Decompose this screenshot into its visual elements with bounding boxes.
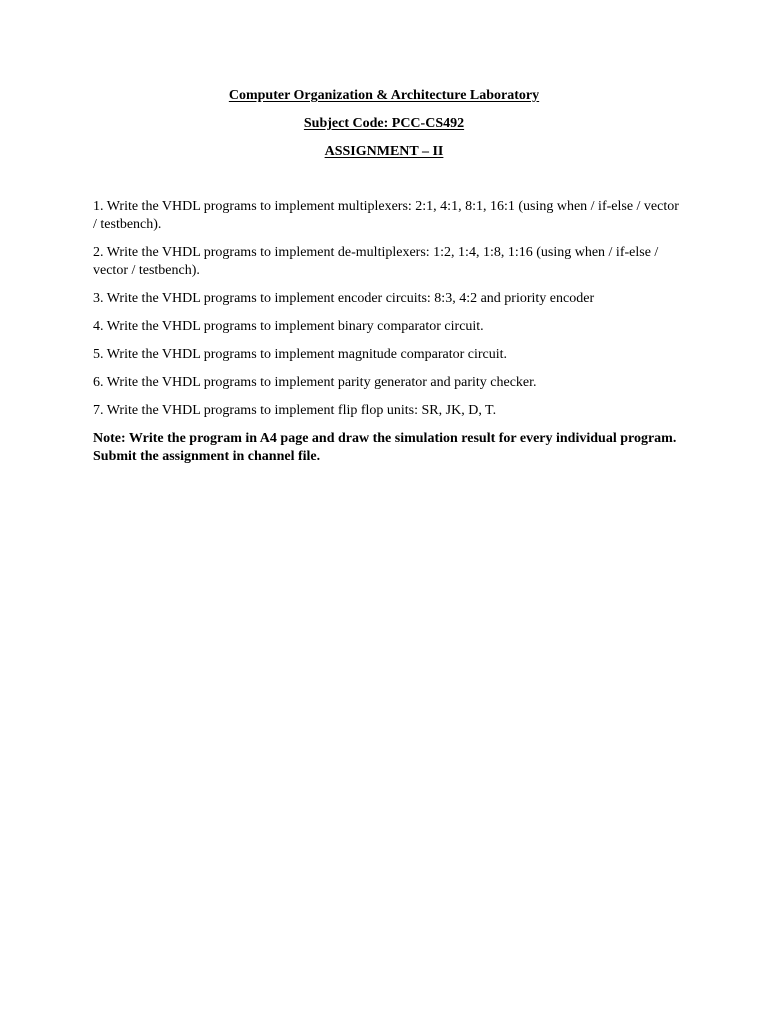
assignment-item-7: 7. Write the VHDL programs to implement flip flop units: SR, JK, D, T. [93, 403, 497, 418]
course-title: Computer Organization & Architecture Laboratory [228, 88, 540, 103]
assignment-heading: ASSIGNMENT – II [324, 144, 444, 159]
assignment-item-2: 2. Write the VHDL programs to implement de-multiplexers: 1:2, 1:4, 1:8, 1:16 (using when / if-else / vector / testbench). [93, 245, 659, 278]
assignment-item-6: 6. Write the VHDL programs to implement parity generator and parity checker. [93, 375, 537, 390]
assignment-item-1: 1. Write the VHDL programs to implement multiplexers: 2:1, 4:1, 8:1, 16:1 (using when / if-else / vector / testbench). [93, 199, 679, 232]
assignment-item-5: 5. Write the VHDL programs to implement magnitude comparator circuit. [93, 347, 508, 362]
assignment-item-3: 3. Write the VHDL programs to implement encoder circuits: 8:3, 4:2 and priority encoder [93, 291, 595, 306]
document-header [0, 87, 768, 171]
assignment-item-4: 4. Write the VHDL programs to implement binary comparator circuit. [93, 319, 484, 334]
subject-code: Subject Code: PCC-CS492 [303, 116, 465, 131]
assignment-body [93, 198, 683, 466]
assignment-note: Note: Write the program in A4 page and draw the simulation result for every individual program. Submit the assignment in channel file. [93, 431, 677, 464]
